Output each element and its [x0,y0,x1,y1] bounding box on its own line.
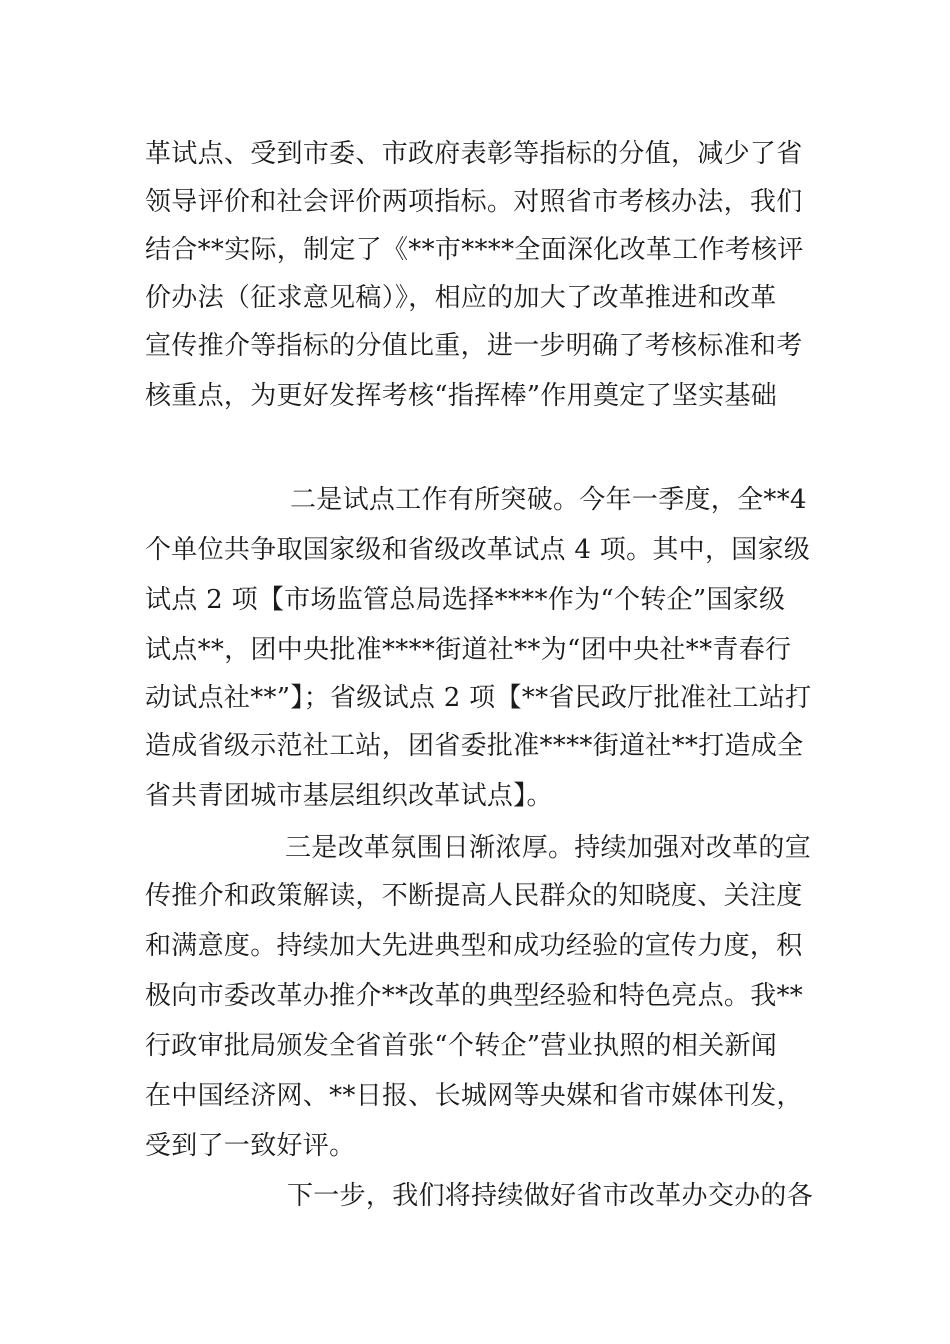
text-line: 宣传推介等指标的分值比重，进一步明确了考核标准和考 [145,331,803,361]
text-line: 结合**实际，制定了《**市****全面深化改革工作考核评 [145,235,804,265]
text-line: 价办法（征求意见稿）》，相应的加大了改革推进和改革 [145,283,777,313]
text-line: 领导评价和社会评价两项指标。对照省市考核办法，我们 [145,187,803,217]
text-line: 下一步，我们将持续做好省市改革办交办的各 [287,1181,814,1211]
text-line: 省共青团城市基层组织改革试点】。 [145,781,553,811]
text-line: 革试点、受到市委、市政府表彰等指标的分值，减少了省 [145,139,803,169]
text-line: 在中国经济网、**日报、长城网等央媒和省市媒体刊发， [145,1081,803,1111]
text-line: 试点**，团中央批准****街道社**为“团中央社**青春行 [145,635,792,665]
text-line: 极向市委改革办推介**改革的典型经验和特色亮点。我** [145,981,804,1011]
text-line: 个单位共争取国家级和省级改革试点 4 项。其中，国家级 [145,535,811,565]
text-line: 试点 2 项【市场监管总局选择****作为“个转企”国家级 [145,585,786,615]
text-line: 二是试点工作有所突破。今年一季度，全**4 [290,485,807,515]
text-line: 受到了一致好评。 [145,1131,356,1161]
text-line: 行政审批局颁发全省首张“个转企”营业执照的相关新闻 [145,1031,778,1061]
text-line: 核重点，为更好发挥考核“指挥棒”作用奠定了坚实基础 [145,381,778,411]
text-line: 动试点社**”】；省级试点 2 项【**省民政厅批准社工站打 [145,683,812,713]
text-line: 传推介和政策解读，不断提高人民群众的知晓度、关注度 [145,881,803,911]
text-line: 和满意度。持续加大先进典型和成功经验的宣传力度，积 [145,931,803,961]
text-line: 三是改革氛围日渐浓厚。持续加强对改革的宣 [285,833,812,863]
text-line: 造成省级示范社工站，团省委批准****街道社**打造成全 [145,731,804,761]
